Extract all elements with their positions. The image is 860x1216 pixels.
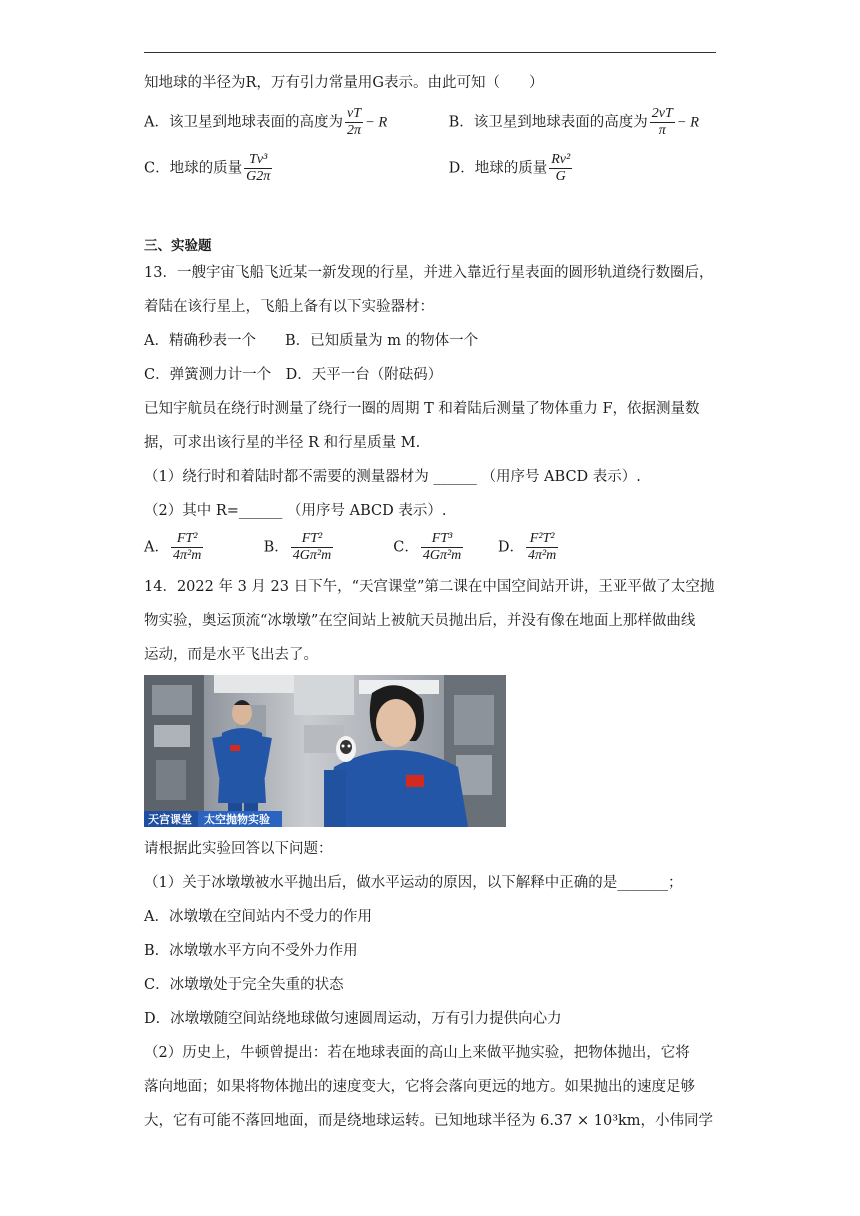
q12-option-a-fraction (345, 106, 363, 139)
q13-sub1: （1）绕行时和着陆时都不需要的测量器材为 ______ （用序号 ABCD 表示）. (144, 469, 641, 485)
fraction-numerator: F²T² (526, 531, 558, 548)
fraction-numerator: Tv³ (244, 152, 272, 169)
q14-option-c[interactable]: C．冰墩墩处于完全失重的状态 (144, 977, 344, 993)
q12-option-d-text: D．地球的质量 (448, 160, 548, 177)
q13-stem-line1: 13．一艘宇宙飞船飞近某一新发现的行星，并进入靠近行星表面的圆形轨道绕行数圈后， (144, 265, 714, 281)
q12-option-b-fraction (650, 106, 675, 139)
fraction-numerator: 2vT (651, 106, 673, 121)
fraction-numerator: FT² (291, 531, 333, 548)
q12-option-a[interactable] (144, 106, 444, 139)
q14-stem-line3: 运动，而是水平飞出去了。 (144, 647, 318, 663)
q13-option-b-fraction (291, 531, 333, 564)
section-title: 三、实验题 (144, 238, 212, 254)
q13-option-c-fraction (421, 531, 463, 564)
fraction-denominator: 4π²m (172, 548, 202, 563)
q14-sub2-line3: 大，它有可能不落回地面，而是绕地球运转。已知地球半径为 6.37 × 10³km，小伟同学 (144, 1113, 714, 1129)
q12-option-c-text: C．地球的质量 (144, 160, 243, 177)
space-station-illustration (144, 675, 506, 827)
q12-option-d-fraction (549, 152, 572, 185)
q14-option-b[interactable]: B．冰墩墩水平方向不受外力作用 (144, 943, 358, 959)
q14-option-d[interactable]: D．冰墩墩随空间站绕地球做匀速圆周运动，万有引力提供向心力 (144, 1011, 562, 1027)
fraction-denominator: 4π²m (527, 548, 557, 563)
mascot-icon (336, 736, 356, 762)
q13-stem-line2: 着陆在该行星上，飞船上备有以下实验器材： (144, 299, 434, 315)
q12-option-c[interactable] (144, 152, 444, 185)
option-label: D． (497, 539, 524, 556)
q12-option-a-suffix: − R (365, 114, 388, 131)
q13-options (144, 531, 560, 564)
q13-option-a[interactable] (144, 531, 259, 564)
q12-option-b-suffix: − R (676, 114, 700, 131)
q14-sub1: （1）关于冰墩墩被水平抛出后，做水平运动的原因，以下解释中正确的是_______； (144, 875, 683, 891)
q14-stem-line2: 物实验，奥运顶流“冰墩墩”在空间站上被航天员抛出后，并没有像在地面上那样做曲线 (144, 613, 696, 629)
q14-option-a[interactable]: A．冰墩墩在空间站内不受力的作用 (144, 909, 372, 925)
fraction-denominator: 4Gπ²m (292, 548, 332, 563)
fraction-numerator: Rv² (551, 152, 571, 167)
q13-equipment-ab: A．精确秒表一个 B．已知质量为 m 的物体一个 (144, 333, 479, 349)
q14-sub2-line2: 落向地面；如果将物体抛出的速度变大，它将会落向更远的地方。如果抛出的速度足够 (144, 1079, 695, 1095)
q14-stem-line1: 14．2022 年 3 月 23 日下午，“天宫课堂”第二课在中国空间站开讲，王亚平做了太空抛 (144, 579, 715, 595)
q12-option-b[interactable] (449, 106, 699, 139)
q13-equipment-cd: C．弹簧测力计一个 D．天平一台（附砝码） (144, 367, 443, 383)
top-rule (144, 52, 716, 53)
caption-right-text: 太空抛物实验 (204, 813, 270, 826)
q12-option-b-text: B．该卫星到地球表面的高度为 (448, 114, 648, 131)
q13-option-a-fraction (171, 531, 203, 564)
caption-left-text: 天宫课堂 (148, 813, 192, 826)
fraction-denominator: 2π (346, 123, 361, 138)
q12-option-a-text: A．该卫星到地球表面的高度为 (144, 114, 343, 131)
q12-options-ab (144, 106, 699, 139)
q13-sub2: （2）其中 R=______ （用序号 ABCD 表示）. (144, 503, 447, 519)
q13-stem-line6: 据，可求出该行星的半径 R 和行星质量 M. (144, 435, 421, 451)
option-label: A． (144, 539, 169, 556)
q12-option-c-fraction (244, 152, 272, 185)
fraction-denominator: G (555, 169, 566, 184)
q13-option-b[interactable] (264, 531, 389, 564)
option-label: C． (393, 539, 419, 556)
q14-prompt: 请根据此实验回答以下问题： (144, 841, 333, 857)
fraction-numerator: FT³ (421, 531, 463, 548)
q14-sub2-line1: （2）历史上，牛顿曾提出：若在地球表面的高山上来做平抛实验，把物体抛出，它将 (144, 1045, 690, 1061)
fraction-denominator: π (658, 123, 666, 138)
space-station-photo (144, 675, 506, 827)
q12-options-cd (144, 152, 574, 185)
q12-option-d[interactable] (449, 152, 575, 185)
q13-option-d-fraction (526, 531, 558, 564)
fraction-numerator: vT (345, 106, 363, 123)
q13-option-d[interactable] (498, 531, 560, 564)
q13-option-c[interactable] (393, 531, 493, 564)
option-label: B． (263, 539, 289, 556)
fraction-numerator: FT² (171, 531, 203, 548)
fraction-denominator: G2π (246, 169, 271, 184)
fraction-denominator: 4Gπ²m (422, 548, 462, 563)
q13-stem-line5: 已知宇航员在绕行时测量了绕行一圈的周期 T 和着陆后测量了物体重力 F，依据测量数 (144, 401, 700, 417)
q12-stem: 知地球的半径为R，万有引力常量用G表示。由此可知（ ） (144, 75, 544, 91)
